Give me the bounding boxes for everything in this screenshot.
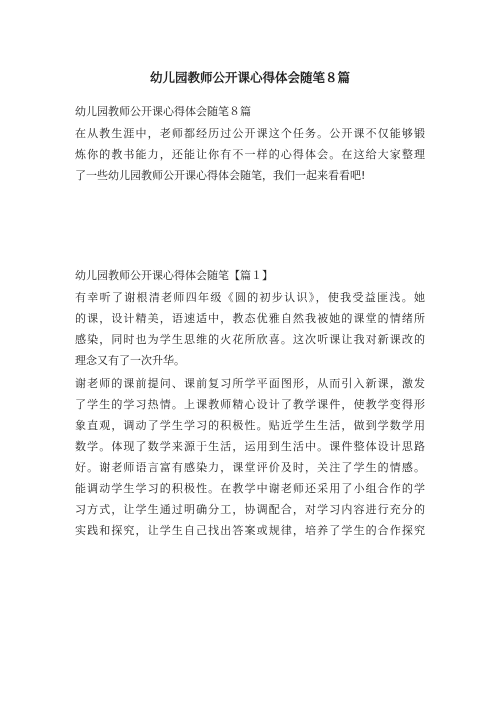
document-subtitle: 幼儿园教师公开课心得体会随笔８篇 xyxy=(75,105,251,118)
paragraph-line: 了学生的学习热情。上课教师精心设计了教学课件，使教学变得形 xyxy=(75,398,425,411)
paragraph-line: 数学。体现了数学来源于生活，运用到生活中。课件整体设计思路 xyxy=(75,440,425,453)
document-title: 幼儿园教师公开课心得体会随笔８篇 xyxy=(149,70,350,85)
body-paragraph-2 xyxy=(75,373,425,541)
paragraph-line: 好。谢老师语言富有感染力，课堂评价及时，关注了学生的情感。 xyxy=(75,461,425,474)
paragraph-line: 能调动学生学习的积极性。在教学中谢老师还采用了小组合作的学 xyxy=(75,482,425,495)
paragraph-line: 感染，同时也为学生思维的火花所欣喜。这次听课让我对新课改的 xyxy=(75,333,425,346)
paragraph-line: 象直观，调动了学生学习的积极性。贴近学生生活，做到学数学用 xyxy=(75,419,425,432)
paragraph-line: 理念又有了一次升华。 xyxy=(75,354,185,367)
paragraph-line: 的课，设计精美，语速适中，教态优雅自然我被她的课堂的情绪所 xyxy=(75,312,425,325)
intro-paragraph xyxy=(75,123,425,186)
paragraph-line: 谢老师的课前提问、课前复习所学平面图形，从而引入新课，激发 xyxy=(75,377,425,390)
paragraph-line: 实践和探究，让学生自己找出答案或规律，培养了学生的合作探究 xyxy=(75,524,425,537)
paragraph-line: 有幸听了谢根清老师四年级《圆的初步认识》，使我受益匪浅。她 xyxy=(75,291,425,304)
paragraph-line: 习方式，让学生通过明确分工，协调配合，对学习内容进行充分的 xyxy=(75,503,425,516)
body-paragraph-1 xyxy=(75,287,425,371)
intro-line: 了一些幼儿园教师公开课心得体会随笔，我们一起来看看吧! xyxy=(75,169,366,182)
intro-line: 炼你的教书能力，还能让你有不一样的心得体会。在这给大家整理 xyxy=(75,148,425,161)
intro-line: 在从教生涯中，老师都经历过公开课这个任务。公开课不仅能够锻 xyxy=(75,127,425,140)
section-heading: 幼儿园教师公开课心得体会随笔【篇１】 xyxy=(75,269,273,282)
